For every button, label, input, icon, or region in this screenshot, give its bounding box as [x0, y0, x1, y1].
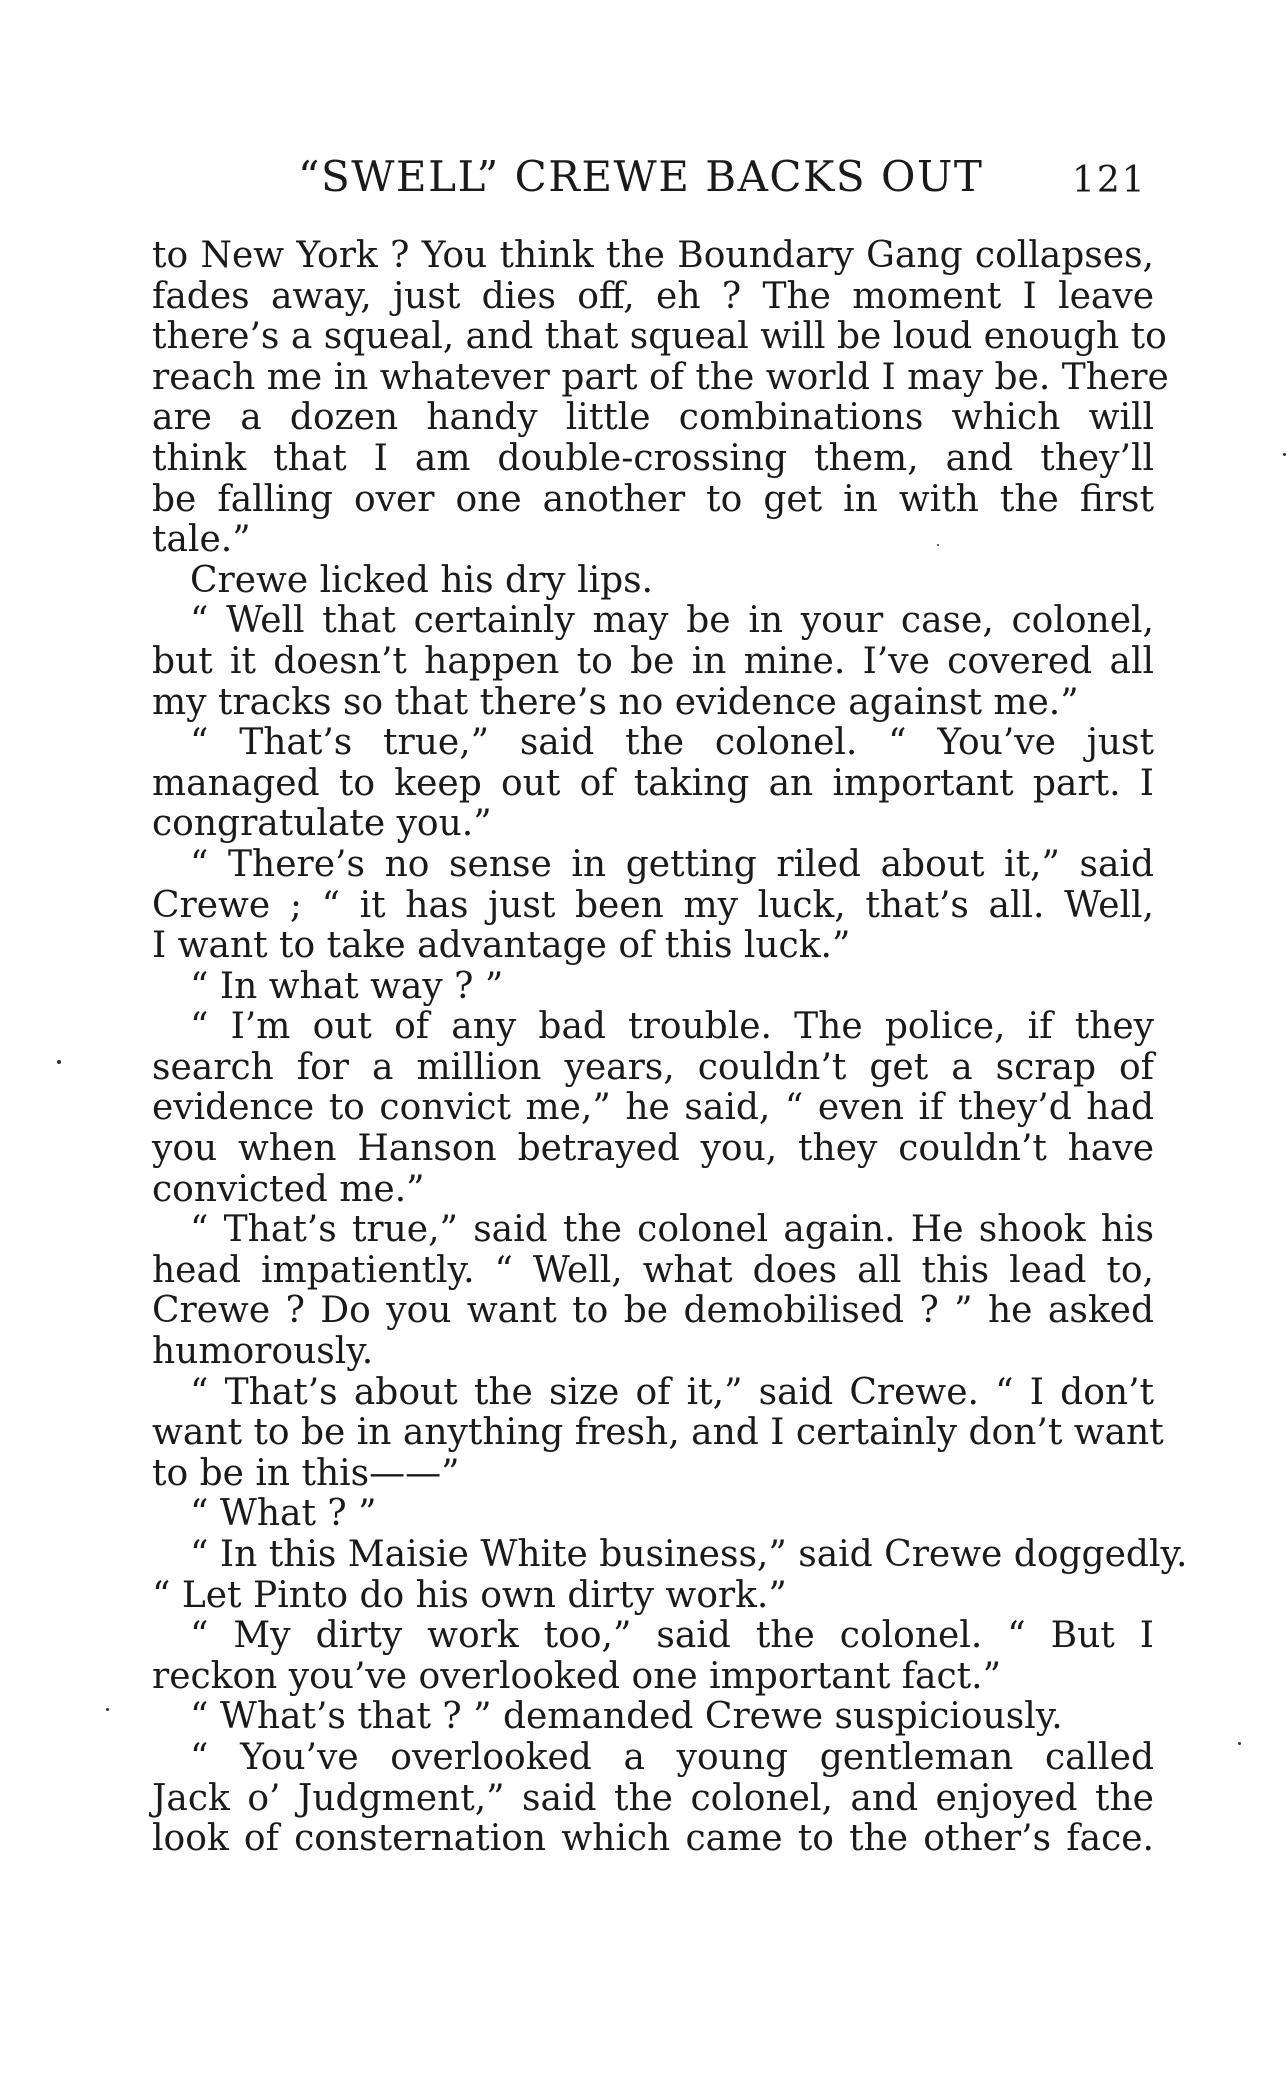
scan-speck — [1283, 453, 1286, 456]
scan-speck — [1238, 1742, 1241, 1745]
text-line: reckon you’ve overlooked one important fact.” — [152, 1655, 1001, 1697]
page-number: 121 — [1072, 160, 1147, 201]
text-line: “ That’s true,” said the colonel. “ You’ve just — [190, 722, 1154, 764]
text-line: evidence to convict me,” he said, “ even if they’d had — [152, 1087, 1154, 1129]
text-line: my tracks so that there’s no evidence against me.” — [152, 681, 1079, 723]
text-line: “ That’s about the size of it,” said Crewe. “ I don’t — [190, 1371, 1154, 1413]
text-line: Crewe ? Do you want to be demobilised ? ” he asked — [152, 1290, 1154, 1332]
text-line: I want to take advantage of this luck.” — [152, 925, 851, 967]
scan-speck — [57, 1060, 61, 1064]
text-line: be falling over one another to get in with the first — [152, 478, 1154, 520]
text-line: to be in this——” — [152, 1452, 460, 1494]
text-line: congratulate you.” — [152, 803, 492, 845]
text-line: humorously. — [152, 1331, 374, 1373]
text-line: “ I’m out of any bad trouble. The police, if they — [190, 1006, 1154, 1048]
text-line: “ What’s that ? ” demanded Crewe suspiciously. — [190, 1696, 1063, 1738]
text-line: look of consternation which came to the other’s face. — [152, 1818, 1154, 1860]
text-line: managed to keep out of taking an important part. I — [152, 762, 1154, 804]
text-line: convicted me.” — [152, 1168, 425, 1210]
text-line: Jack o’ Judgment,” said the colonel, and enjoyed the — [152, 1777, 1154, 1819]
scan-speck — [937, 544, 939, 546]
text-line: “ In this Maisie White business,” said Crewe doggedly. — [190, 1534, 1188, 1575]
text-line: reach me in whatever part of the world I may be. There — [152, 356, 1169, 398]
text-line: “ Well that certainly may be in your case, colonel, — [190, 600, 1154, 642]
scan-speck — [106, 1708, 109, 1711]
body-text — [152, 235, 1188, 1860]
text-line: want to be in anything fresh, and I certainly don’t want — [152, 1412, 1164, 1454]
text-line: “ What ? ” — [190, 1493, 377, 1535]
text-line: fades away, just dies off, eh ? The moment I leave — [152, 275, 1154, 317]
text-line: “ In what way ? ” — [190, 965, 504, 1007]
text-line: there’s a squeal, and that squeal will be loud enough to — [152, 316, 1167, 358]
text-line: “ Let Pinto do his own dirty work.” — [152, 1574, 787, 1616]
text-line: Crewe licked his dry lips. — [190, 559, 654, 601]
text-line: tale.” — [152, 519, 251, 561]
text-line: “ My dirty work too,” said the colonel. “ But I — [190, 1615, 1154, 1657]
text-line: to New York ? You think the Boundary Gang collapses, — [152, 235, 1154, 276]
text-line: you when Hanson betrayed you, they couldn’t have — [152, 1128, 1154, 1170]
text-line: “ There’s no sense in getting riled about it,” said — [190, 843, 1154, 885]
text-line: think that I am double-crossing them, and they’ll — [152, 437, 1154, 479]
running-head: “SWELL” CREWE BACKS OUT — [298, 152, 984, 201]
text-line: Crewe ; “ it has just been my luck, that’s all. Well, — [152, 884, 1154, 926]
text-line: search for a million years, couldn’t get a scrap of — [152, 1046, 1154, 1088]
text-line: are a dozen handy little combinations which will — [152, 397, 1154, 439]
text-line: but it doesn’t happen to be in mine. I’ve covered all — [152, 640, 1154, 682]
text-line: “ You’ve overlooked a young gentleman called — [190, 1736, 1154, 1778]
text-line: head impatiently. “ Well, what does all this lead to, — [152, 1249, 1154, 1291]
text-line: “ That’s true,” said the colonel again. He shook his — [190, 1209, 1154, 1251]
